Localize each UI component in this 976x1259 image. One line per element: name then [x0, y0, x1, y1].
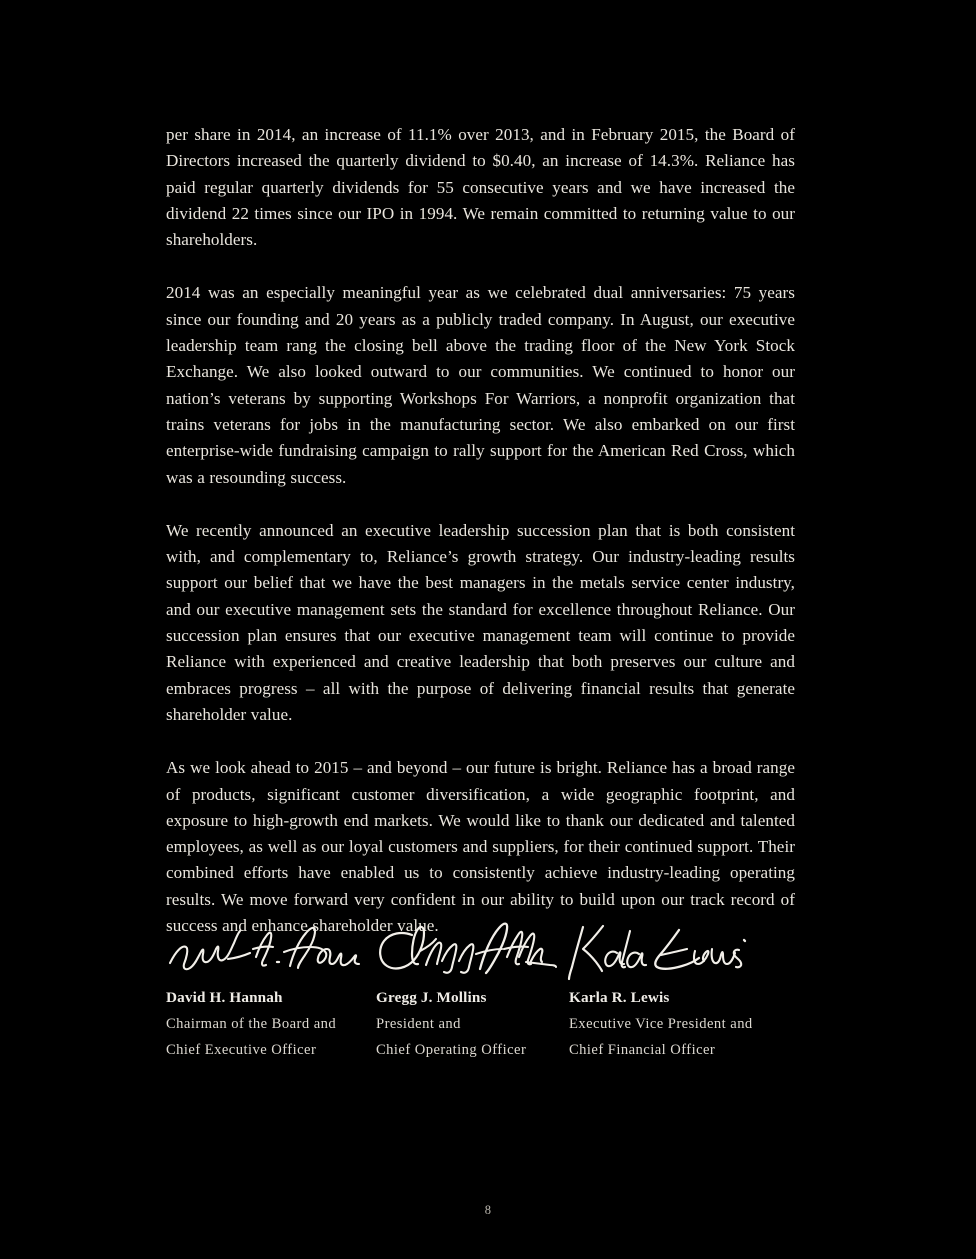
- handwritten-signature-icon: [376, 921, 569, 979]
- signatory-title-line: President and: [376, 1016, 461, 1032]
- letter-paragraph: per share in 2014, an increase of 11.1% over 2013, and in February 2015, the Board of Directors increased the quarterly dividend to $0.40, an increase of 14.3%. Reliance has paid regular quarterly dividends for 55 consecutive years and we have increased the dividend 22 times since our IPO in 1994. We remain committed to returning value to our shareholders.: [166, 125, 795, 250]
- signatory-name: Gregg J. Mollins: [376, 989, 487, 1006]
- signatory-title-line: Chief Financial Officer: [569, 1042, 716, 1059]
- shareholder-letter-body: [166, 122, 795, 939]
- signatory-title-line: Chief Executive Officer: [166, 1042, 317, 1059]
- letter-paragraph: We recently announced an executive leadership succession plan that is both consistent with, and complementary to, Reliance’s growth strategy. Our industry-leading results support our belief that we have the best managers in the metals service center industry, and our executive management sets the standard for excellence throughout Reliance. Our succession plan ensures that our executive management team will continue to provide Reliance with experienced and creative leadership that both preserves our culture and embraces progress – all with the purpose of delivering financial results that generate shareholder value.: [166, 520, 795, 724]
- signatory-title-line: Executive Vice President and: [569, 1016, 753, 1032]
- signatory-name: David H. Hannah: [166, 989, 283, 1006]
- handwritten-signature-icon: [166, 921, 376, 979]
- signatory-karla-lewis: [569, 921, 779, 1064]
- signatory-gregg-mollins: [376, 921, 569, 1064]
- signatory-title-line: Chairman of the Board and: [166, 1016, 337, 1032]
- letter-paragraph: 2014 was an especially meaningful year as we celebrated dual anniversaries: 75 years since our founding and 20 years as a publicly traded company. In August, our executive leadership team rang the closing bell above the trading floor of the New York Stock Exchange. We also looked outward to our communities. We continued to honor our nation’s veterans by supporting Workshops For Warriors, a nonprofit organization that trains veterans for jobs in the manufacturing sector. We also embarked on our first enterprise-wide fundraising campaign to rally support for the American Red Cross, which was a resounding success.: [166, 283, 795, 487]
- signature-block: [166, 921, 806, 1064]
- handwritten-signature-icon: [569, 921, 779, 979]
- signatory-name: Karla R. Lewis: [569, 989, 670, 1006]
- letter-paragraph: As we look ahead to 2015 – and beyond – our future is bright. Reliance has a broad range of products, significant customer diversification, a wide geographic footprint, and exposure to high-growth end markets. We would like to thank our dedicated and talented employees, as well as our loyal customers and suppliers, for their continued support. Their combined efforts have enabled us to consistently achieve industry-leading operating results. We move forward very confident in our ability to build upon our track record of success and enhance shareholder value.: [166, 758, 795, 936]
- signatory-title-line: Chief Operating Officer: [376, 1042, 527, 1059]
- signatory-david-hannah: [166, 921, 376, 1064]
- page-number: 8: [484, 1203, 492, 1217]
